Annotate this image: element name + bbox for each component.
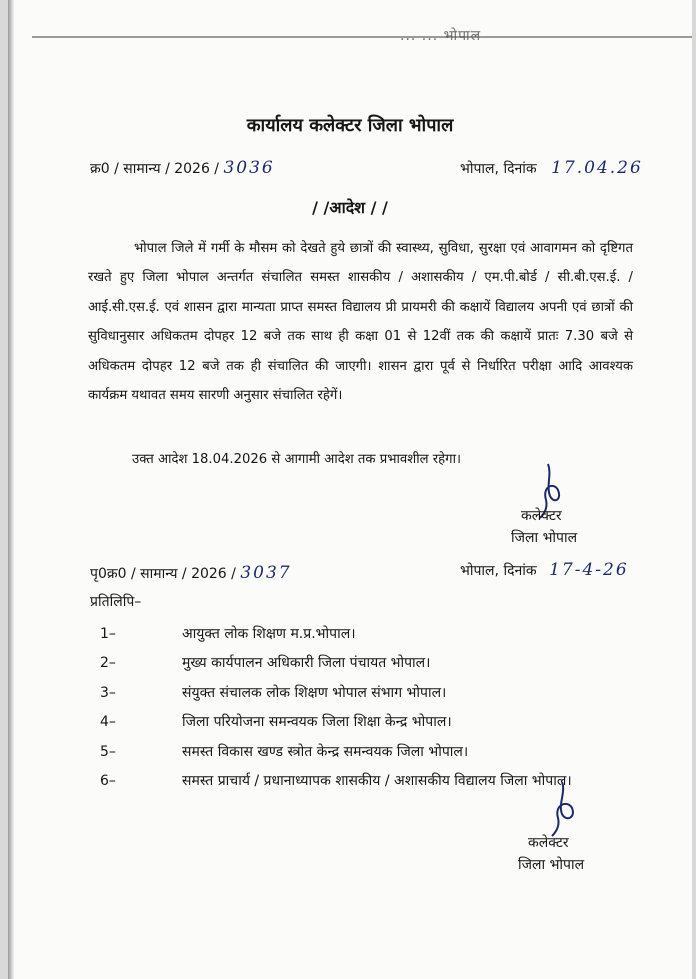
order-date-handwritten: 17.04.26 (551, 158, 643, 178)
list-item-number: 2– (100, 655, 116, 672)
collector-signature-mark (540, 778, 600, 838)
list-item-number: 5– (100, 743, 116, 760)
order-number-handwritten: 3036 (223, 158, 275, 178)
signature-block-1 (511, 505, 577, 549)
office-title: कार्यालय कलेक्टर जिला भोपाल (246, 115, 454, 136)
list-item-number: 4– (100, 714, 116, 731)
list-item-number: 1– (100, 626, 116, 642)
list-item-text: आयुक्त लोक शिक्षण म.प्र.भोपाल। (182, 626, 356, 642)
list-item-text: संयुक्त संचालक लोक शिक्षण भोपाल संभाग भोपाल। (182, 684, 447, 701)
list-item (90, 708, 650, 737)
order-heading: / /आदेश / / (312, 198, 388, 217)
list-item-text: जिला परियोजना समन्वयक जिला शिक्षा केन्द्र भोपाल। (182, 714, 452, 731)
copy-date (460, 560, 629, 580)
copy-date-handwritten: 17-4-26 (549, 560, 629, 580)
faint-header-text: ... ... भोपाल (400, 28, 482, 44)
document-page (8, 0, 692, 979)
copy-date-label: भोपाल, दिनांक (460, 563, 537, 579)
list-item-text: समस्त विकास खण्ड स्त्रोत केन्द्र समन्वयक जिला भोपाल। (182, 743, 469, 760)
signature-2-designation: कलेक्टर (528, 835, 569, 851)
copy-to-label: प्रतिलिपि– (90, 594, 142, 610)
list-item-number: 6– (100, 772, 116, 789)
list-item (90, 738, 650, 767)
signature-block-2 (518, 832, 584, 876)
copy-number-prefix: पृ0क्र0 / सामान्य / 2026 / (90, 566, 236, 582)
signature-1-designation: कलेक्टर (521, 508, 562, 524)
page-edge-shadow (8, 0, 14, 979)
signature-1-office: जिला भोपाल (511, 530, 578, 546)
list-item (90, 679, 650, 708)
list-item-number: 3– (100, 684, 116, 701)
order-date-label: भोपाल, दिनांक (460, 161, 537, 177)
list-item-text: मुख्य कार्यपालन अधिकारी जिला पंचायत भोपाल। (182, 655, 431, 672)
order-date (460, 158, 643, 178)
copy-number (90, 563, 292, 583)
order-body-paragraph: भोपाल जिले में गर्मी के मौसम को देखते हुये छात्रों की स्वास्थ्य, सुविधा, सुरक्षा एवं आवागमन को दृष्टिगत रखते हुए जिला भोपाल अन्तर्गत संचालित समस्त शासकीय / अशासकीय / एम.पी.बोर्ड / सी.बी.एस.ई. / आई.सी.एस.ई. एवं शासन द्वारा मान्यता प्राप्त समस्त विद्यालय प्री प्रायमरी की कक्षायें विद्यालय अपनी एवं छात्रों की सुविधानुसार अधिकतम दोपहर 12 बजे तक साथ ही कक्षा 01 से 12वीं तक की कक्षायें प्रातः 7.30 बजे से अधिकतम दोपहर 12 बजे तक ही संचालित की जाएगी। शासन द्वारा पूर्व से निर्धारित परीक्षा आदि आवश्यक कार्यक्रम यथावत समय सारणी अनुसार संचालित रहेगें। (88, 241, 633, 404)
order-number (90, 158, 275, 178)
list-item (90, 620, 650, 649)
header-rule (32, 36, 692, 38)
effective-date-line: उक्त आदेश 18.04.2026 से आगामी आदेश तक प्रभावशील रहेगा। (132, 452, 462, 467)
order-number-prefix: क्र0 / सामान्य / 2026 / (90, 161, 220, 177)
list-item-text: समस्त प्राचार्य / प्रधानाध्यापक शासकीय / अशासकीय विद्यालय जिला भोपाल। (182, 772, 572, 789)
signature-2-office: जिला भोपाल (518, 857, 585, 873)
list-item (90, 649, 650, 678)
copy-number-handwritten: 3037 (240, 563, 292, 583)
